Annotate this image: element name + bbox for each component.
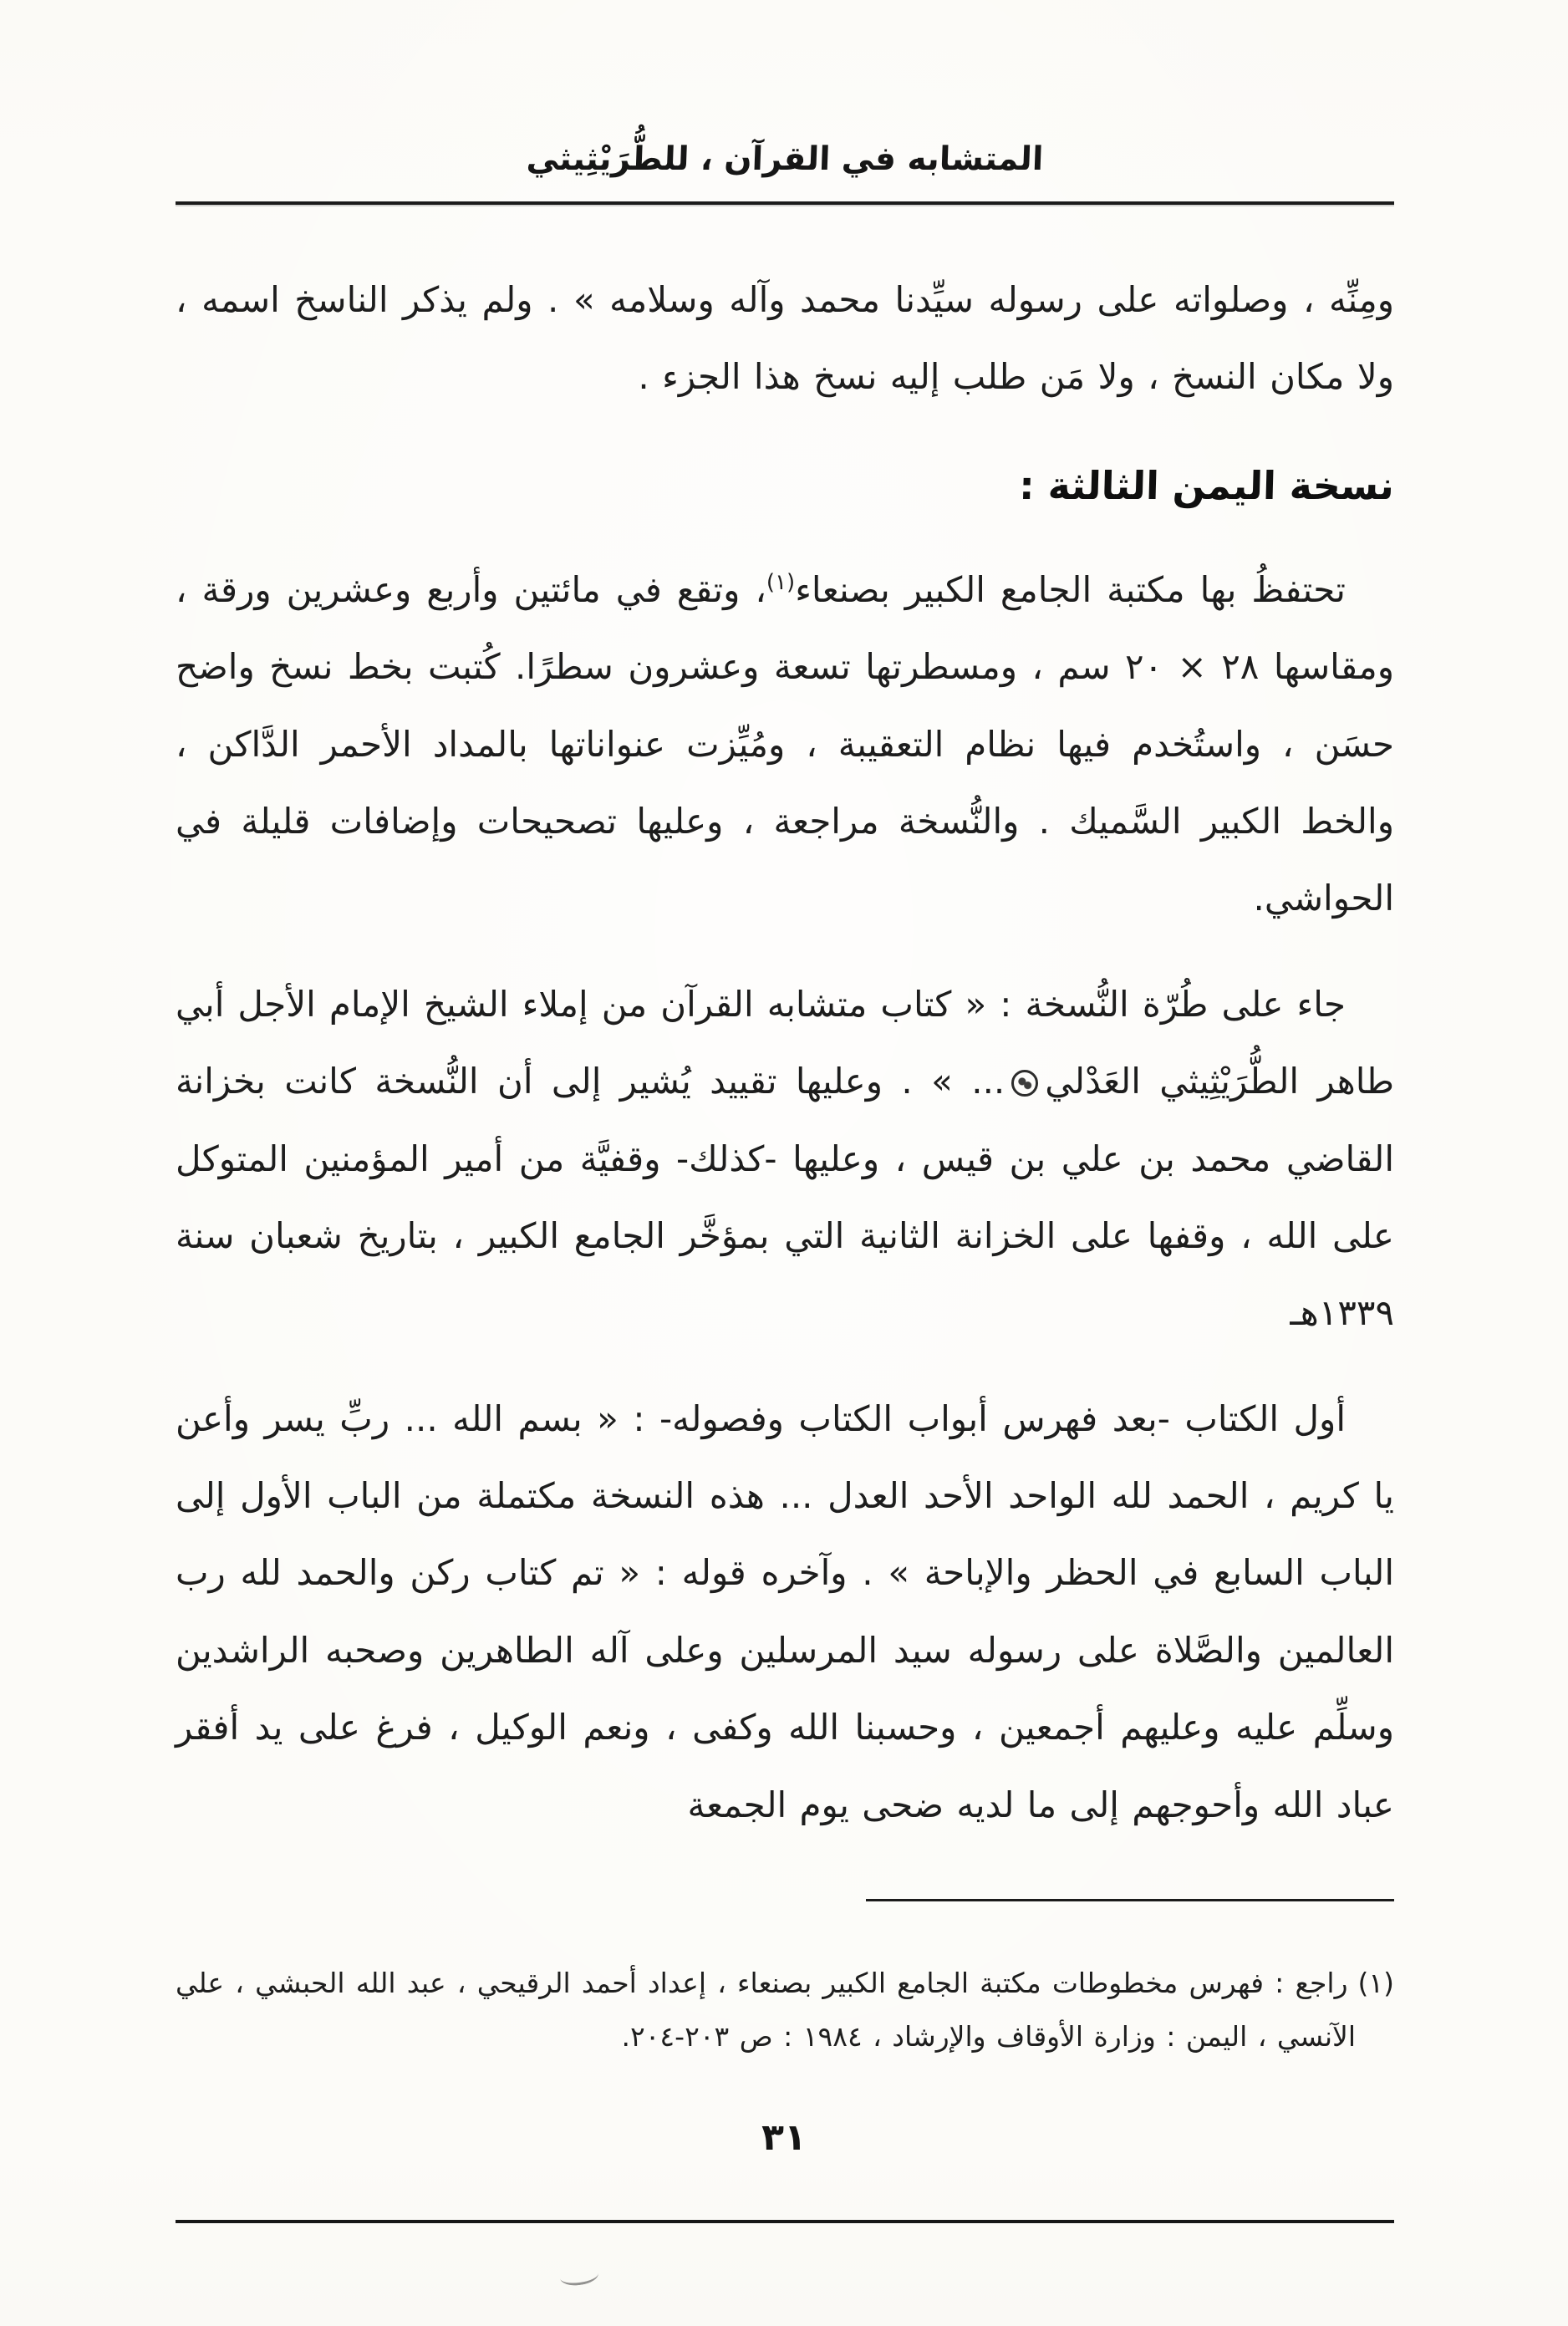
footer-rule: [176, 2220, 1394, 2223]
paragraph-title-page: [176, 966, 1394, 1352]
paragraph-description: [176, 552, 1394, 938]
page-content: [176, 0, 1394, 1844]
paragraph-title-page-before-seal: جاء على طُرّة النُّسخة : « كتاب متشابه القرآن من إملاء الشيخ الإمام الأجل أبي طاهر الطُّرَيْثِيثي العَدْلي: [176, 983, 1395, 1102]
paragraph-description-lead: تحتفظُ بها مكتبة الجامع الكبير بصنعاء: [795, 568, 1346, 610]
page-number: ٣١: [761, 2116, 807, 2159]
footnote-separator: [866, 1899, 1394, 1901]
footnote-text: راجع : فهرس مخطوطات مكتبة الجامع الكبير بصنعاء ، إعداد أحمد الرقيحي ، عبد الله الحبشي ، علي الآنسي ، اليمن : وزارة الأوقاف والإرشاد ، ١٩٨٤ : ص ٢٠٣-٢٠٤.: [176, 1967, 1356, 2054]
running-head-title: المتشابه في القرآن ، للطُّرَيْثِيثي: [525, 140, 1045, 178]
footnote-marker: (١): [1357, 1967, 1394, 1999]
paragraph-title-page-after-seal: ... » . وعليها تقييد يُشير إلى أن النُّسخة كانت بخزانة القاضي محمد بن علي بن قيس ، وعليها -كذلك- وقفيَّة من أمير المؤمنين المتوكل على الله ، وقفها على الخزانة الثانية التي بمؤخَّر الجامع الكبير ، بتاريخ شعبان سنة ١٣٣٩هـ: [176, 1061, 1394, 1334]
footnote-ref: (١): [766, 569, 796, 595]
header-rule: [176, 201, 1394, 205]
paragraph-description-rest: ، وتقع في مائتين وأربع وعشرين ورقة ، ومقاسها ٢٨ × ٢٠ سم ، ومسطرتها تسعة وعشرون سطرًا. كُتبت بخط نسخ واضح حسَن ، واستُخدم فيها نظام التعقيبة ، ومُيِّزت عنواناتها بالمداد الأحمر الدَّاكن ، والخط الكبير السَّميك . والنُّسخة مراجعة ، وعليها تصحيحات وإضافات قليلة في الحواشي.: [176, 568, 1394, 919]
section-heading: نسخة اليمن الثالثة :: [1018, 462, 1395, 508]
paragraph-contents: أول الكتاب -بعد فهرس أبواب الكتاب وفصوله- : « بسم الله ... ربِّ يسر وأعن يا كريم ، الحمد لله الواحد الأحد العدل ... هذه النسخة مكتملة من الباب الأول إلى الباب السابع في الحظر والإباحة » . وآخره قوله : « تم كتاب ركن والحمد لله رب العالمين والصَّلاة على رسوله سيد المرسلين وعلى آله الطاهرين وصحبه الراشدين وسلِّم عليه وعليهم أجمعين ، وحسبنا الله وكفى ، ونعم الوكيل ، فرغ على يد أفقر عباد الله وأحوجهم إلى ما لديه ضحى يوم الجمعة: [176, 1397, 1394, 1825]
honorific-seal-icon: [1011, 1070, 1038, 1097]
paragraph-colophon: ومِنِّه ، وصلواته على رسوله سيِّدنا محمد وآله وسلامه » . ولم يذكر الناسخ اسمه ، ولا مكان النسخ ، ولا مَن طلب إليه نسخ هذا الجزء .: [176, 279, 1394, 398]
scan-artifact-mark: [559, 2264, 600, 2288]
footnote: [176, 1957, 1394, 2064]
